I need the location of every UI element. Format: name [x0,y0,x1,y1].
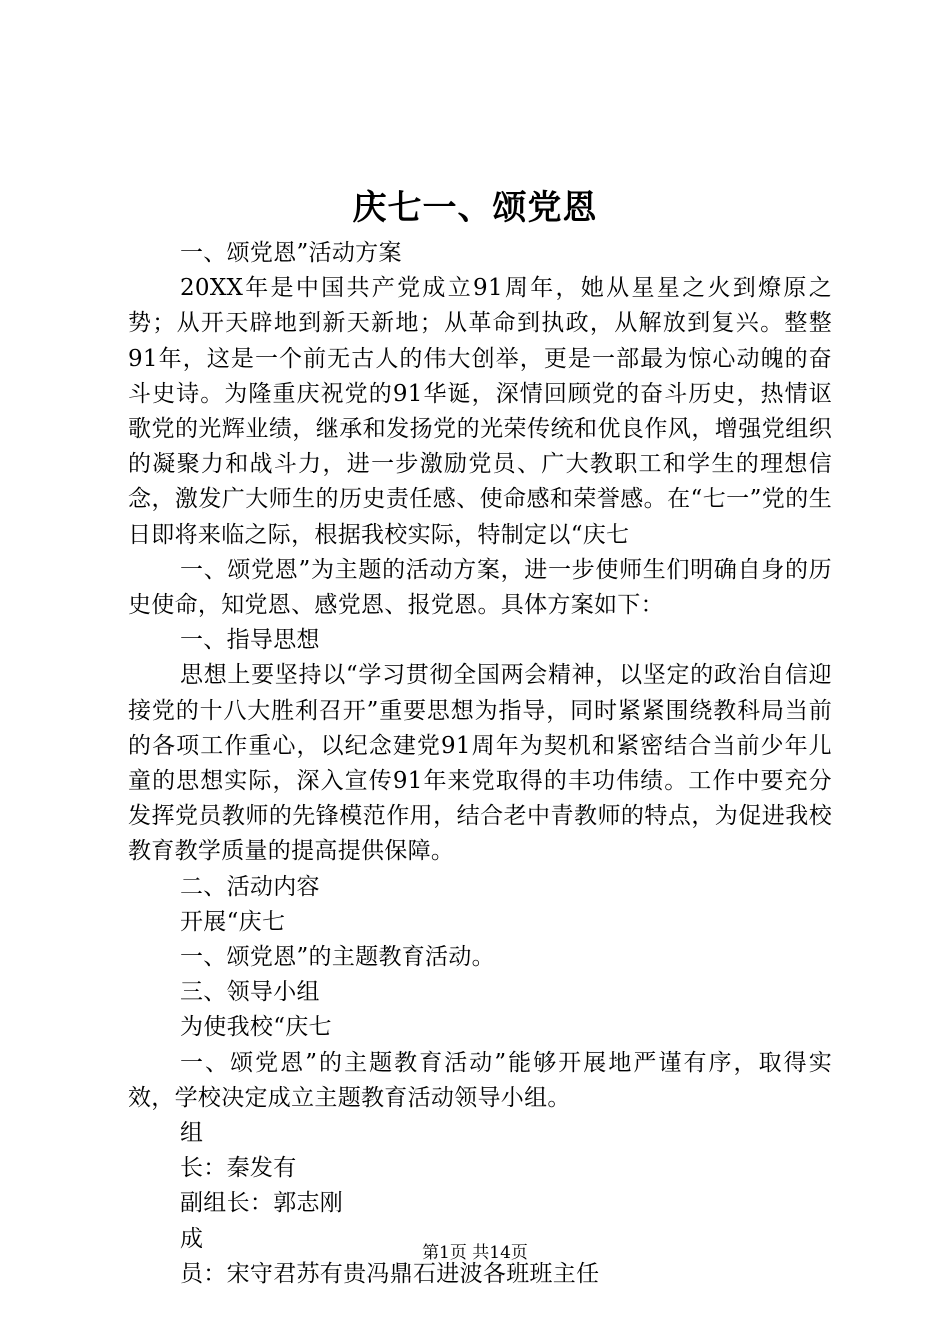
paragraph: 20XX年是中国共产党成立91周年，她从星星之火到燎原之势；从开天辟地到新天新地；从革命到执政，从解放到复兴。整整91年，这是一个前无古人的伟大创举，更是一部最为惊心动魄的奋斗史诗。为隆重庆祝党的91华诞，深情回顾党的奋斗历史，热情讴歌党的光辉业绩，继承和发扬党的光荣传统和优良作风，增强党组织的凝聚力和战斗力，进一步激励党员、广大教职工和学生的理想信念，激发广大师生的历史责任感、使命感和荣誉感。在“七一”党的生日即将来临之际，根据我校实际，特制定以“庆七 [128,275,832,548]
paragraph: 一、指导思想 [180,627,320,654]
paragraph: 副组长：郭志刚 [180,1190,344,1217]
paragraph: 为使我校“庆七 [180,1014,332,1041]
paragraph: 一、颂党恩”为主题的活动方案，进一步使师生们明确自身的历史使命，知党恩、感党恩、报党恩。具体方案如下： [128,556,832,619]
paragraph: 员：宋守君苏有贵冯鼎石进波各班班主任 [180,1260,600,1287]
document-title: 庆七一、颂党恩 [352,188,598,228]
paragraph: 二、活动内容 [180,873,320,900]
page-footer: 第1页 共14页 [422,1243,528,1263]
paragraph: 思想上要坚持以“学习贯彻全国两会精神，以坚定的政治自信迎接党的十八大胜利召开”重要思想为指导，同时紧紧围绕教科局当前的各项工作重心，以纪念建党91周年为契机和紧密结合当前少年儿童的思想实际，深入宣传91年来党取得的丰功伟绩。工作中要充分发挥党员教师的先锋模范作用，结合老中青教师的特点，为促进我校教育教学质量的提高提供保障。 [128,662,832,865]
paragraph: 长：秦发有 [180,1155,297,1182]
paragraph: 一、颂党恩”的主题教育活动”能够开展地严谨有序，取得实效，学校决定成立主题教育活动领导小组。 [128,1049,832,1111]
paragraph: 一、颂党恩”的主题教育活动。 [180,944,495,971]
paragraph: 成 [180,1225,204,1252]
paragraph: 三、领导小组 [180,979,320,1006]
paragraph: 组 [180,1120,204,1147]
document-body [128,236,832,1292]
paragraph: 一、颂党恩”活动方案 [180,240,402,266]
paragraph: 开展“庆七 [180,908,286,935]
